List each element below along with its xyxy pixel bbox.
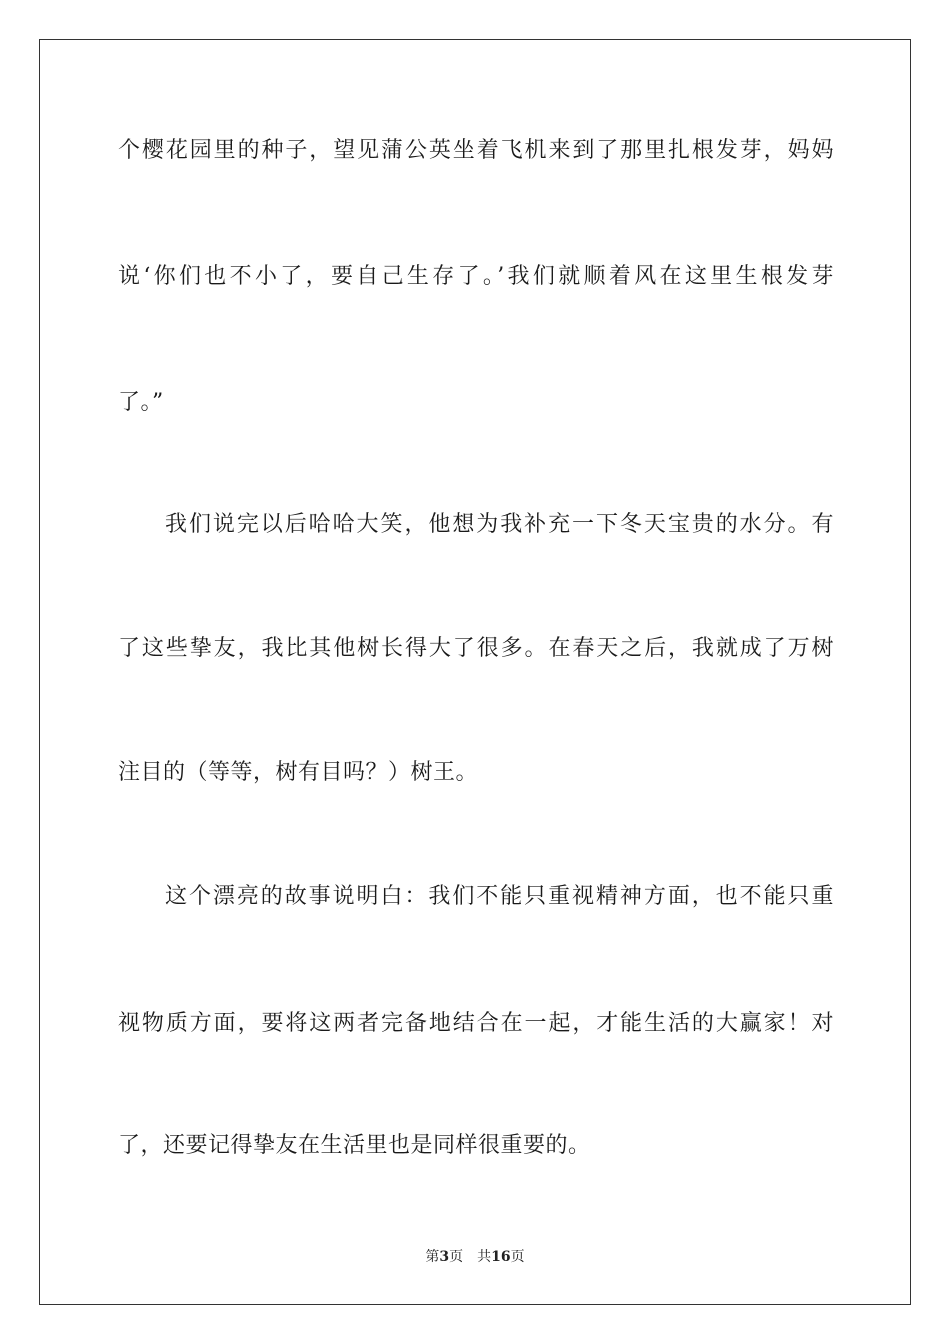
page-footer bbox=[0, 1247, 950, 1267]
text-line-9: 了，还要记得挚友在生活里也是同样很重要的。 bbox=[118, 1133, 591, 1158]
page-number: 3 bbox=[439, 1249, 450, 1265]
page-prefix: 第 bbox=[425, 1249, 440, 1265]
text-line-3: 了。” bbox=[118, 390, 164, 415]
text-line-7: 这个漂亮的故事说明白：我们不能只重视精神方面，也不能只重 bbox=[165, 884, 834, 909]
page-border bbox=[39, 39, 911, 1305]
text-line-1: 个樱花园里的种子，望见蒲公英坐着飞机来到了那里扎根发芽，妈妈 bbox=[118, 138, 834, 163]
text-line-8: 视物质方面，要将这两者完备地结合在一起，才能生活的大赢家！对 bbox=[118, 1011, 834, 1036]
text-line-2: 说‘你们也不小了，要自己生存了。’我们就顺着风在这里生根发芽 bbox=[118, 264, 834, 289]
text-line-4: 我们说完以后哈哈大笑，他想为我补充一下冬天宝贵的水分。有 bbox=[165, 512, 834, 537]
total-prefix: 共 bbox=[477, 1249, 492, 1265]
total-suffix: 页 bbox=[510, 1249, 525, 1265]
text-line-5: 了这些挚友，我比其他树长得大了很多。在春天之后，我就成了万树 bbox=[118, 636, 834, 661]
page-suffix: 页 bbox=[449, 1249, 464, 1265]
text-line-6: 注目的（等等，树有目吗？）树王。 bbox=[118, 760, 479, 785]
total-pages: 16 bbox=[491, 1249, 511, 1265]
